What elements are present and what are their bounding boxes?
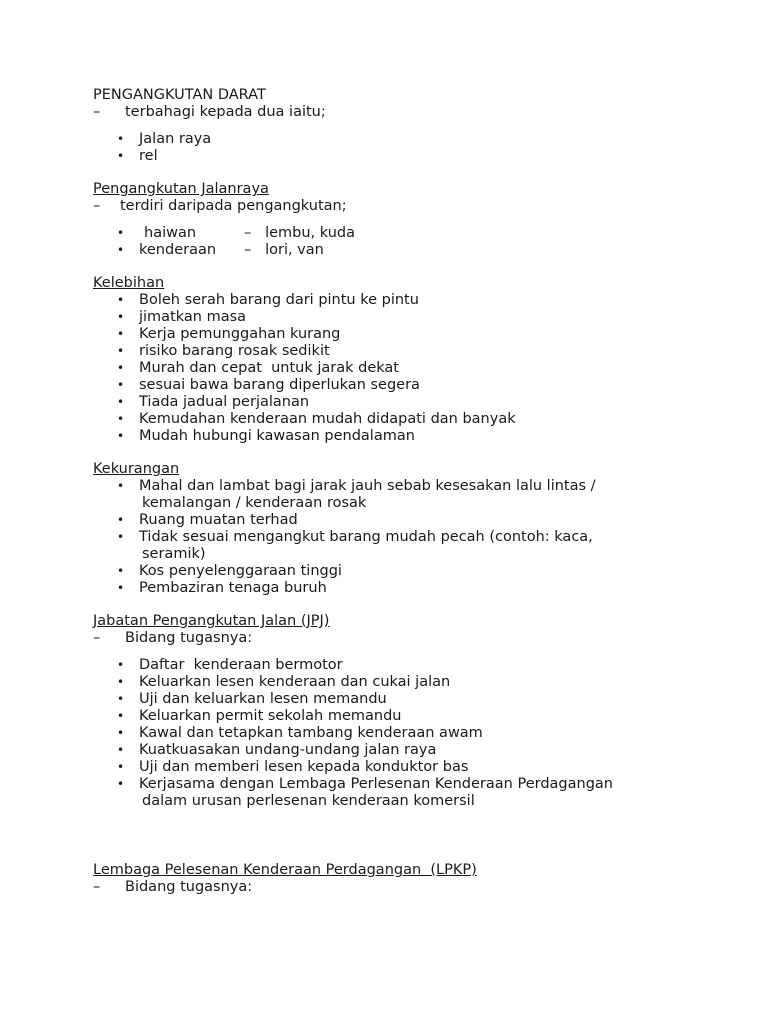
bullet-icon: •	[117, 226, 125, 240]
bullet-icon: •	[117, 675, 125, 689]
list-item: • Keluarkan permit sekolah memandu	[117, 708, 402, 724]
document-page	[93, 87, 733, 896]
intro-line	[93, 104, 733, 121]
list-item: • Jalan raya	[117, 131, 212, 147]
list-item: • Murah dan cepat untuk jarak dekat	[117, 360, 399, 376]
list-item: • Mudah hubungi kawasan pendalaman	[117, 428, 415, 444]
list-item: • rel	[117, 148, 158, 164]
list-item: • Boleh serah barang dari pintu ke pintu	[117, 292, 419, 308]
dash: –	[93, 198, 101, 214]
bullet-icon: •	[117, 429, 125, 443]
list-item: • jimatkan masa	[117, 309, 247, 325]
bullet-icon: •	[117, 293, 125, 307]
list-item: • kenderaan – lori, van	[117, 242, 324, 258]
bullet-icon: •	[117, 310, 125, 324]
list-item: • Mahal dan lambat bagi jarak jauh sebab kesesakan lalu lintas / kemalangan / kenderaan rosak	[117, 478, 596, 511]
bullet-icon: •	[117, 777, 125, 791]
kelebihan-list	[93, 292, 733, 445]
list-item: • Pembaziran tenaga buruh	[117, 580, 327, 596]
list-item: • Kemudahan kenderaan mudah didapati dan banyak	[117, 411, 516, 427]
bullet-icon: •	[117, 692, 125, 706]
section-heading-lpkp: Lembaga Pelesenan Kenderaan Perdagangan (LPKP)	[93, 862, 477, 878]
list-item: • sesuai bawa barang diperlukan segera	[117, 377, 420, 393]
jpj-intro: – Bidang tugasnya:	[93, 630, 253, 646]
bullet-icon: •	[117, 564, 125, 578]
page-title: PENGANGKUTAN DARAT	[93, 87, 266, 103]
section-heading-kelebihan: Kelebihan	[93, 275, 165, 291]
dash: –	[93, 630, 101, 646]
list-item: • Uji dan memberi lesen kepada konduktor bas	[117, 759, 469, 775]
bullet-icon: •	[117, 327, 125, 341]
list-item: • haiwan – lembu, kuda	[117, 225, 355, 241]
bullet-icon: •	[117, 344, 125, 358]
intro-text: terbahagi kepada dua iaitu;	[125, 104, 326, 120]
bullet-icon: •	[117, 378, 125, 392]
list-item: • Kerja pemunggahan kurang	[117, 326, 341, 342]
list-item: • Keluarkan lesen kenderaan dan cukai jalan	[117, 674, 451, 690]
list-item: • Kerjasama dengan Lembaga Perlesenan Kenderaan Perdagangan dalam urusan perlesenan kenderaan komersil	[117, 776, 613, 809]
bullet-icon: •	[117, 709, 125, 723]
dash: –	[93, 104, 101, 120]
bullet-icon: •	[117, 513, 125, 527]
list-item: • Tiada jadual perjalanan	[117, 394, 310, 410]
list-item: • Kuatkuasakan undang-undang jalan raya	[117, 742, 437, 758]
jpj-list	[93, 657, 733, 810]
bullet-icon: •	[117, 530, 125, 544]
bullet-icon: •	[117, 743, 125, 757]
list-item: • Daftar kenderaan bermotor	[117, 657, 343, 673]
list-item: • risiko barang rosak sedikit	[117, 343, 330, 359]
dash: –	[93, 879, 101, 895]
types-list	[93, 131, 733, 165]
bullet-icon: •	[117, 412, 125, 426]
section-heading-jpj: Jabatan Pengangkutan Jalan (JPJ)	[93, 613, 330, 629]
bullet-icon: •	[117, 726, 125, 740]
bullet-icon: •	[117, 149, 125, 163]
kekurangan-list	[93, 478, 733, 597]
section-heading-kekurangan: Kekurangan	[93, 461, 180, 477]
list-item: • Kos penyelenggaraan tinggi	[117, 563, 342, 579]
bullet-icon: •	[117, 581, 125, 595]
bullet-icon: •	[117, 243, 125, 257]
list-item: • Ruang muatan terhad	[117, 512, 298, 528]
bullet-icon: •	[117, 658, 125, 672]
list-item: • Kawal dan tetapkan tambang kenderaan awam	[117, 725, 483, 741]
lpkp-intro: – Bidang tugasnya:	[93, 879, 253, 895]
list-item: • Tidak sesuai mengangkut barang mudah pecah (contoh: kaca, seramik)	[117, 529, 593, 562]
bullet-icon: •	[117, 760, 125, 774]
bullet-icon: •	[117, 361, 125, 375]
section-heading-jalanraya: Pengangkutan Jalanraya	[93, 181, 269, 197]
bullet-icon: •	[117, 395, 125, 409]
jalanraya-list	[93, 225, 733, 259]
list-item: • Uji dan keluarkan lesen memandu	[117, 691, 387, 707]
bullet-icon: •	[117, 479, 125, 493]
jalanraya-intro: – terdiri daripada pengangkutan;	[93, 198, 347, 214]
bullet-icon: •	[117, 132, 125, 146]
